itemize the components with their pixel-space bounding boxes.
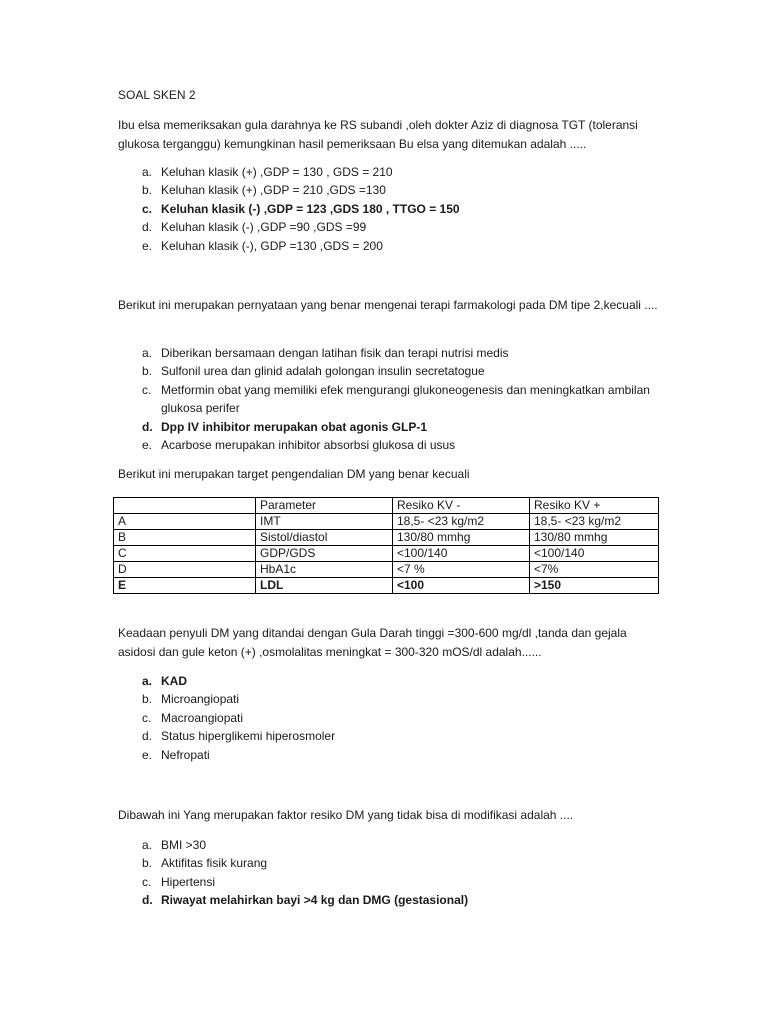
dm-target-table xyxy=(113,497,659,594)
option-4a: a. KAD xyxy=(142,674,187,688)
table-cell: 130/80 mmhg xyxy=(530,530,659,546)
table-header-cell: Resiko KV - xyxy=(393,498,530,514)
document-title: SOAL SKEN 2 xyxy=(118,88,196,102)
question-4-options xyxy=(118,672,663,764)
option-5b: b. Aktifitas fisik kurang xyxy=(142,856,268,871)
table-header-cell xyxy=(114,498,256,514)
option-5a: a. BMI >30 xyxy=(142,838,207,852)
table-cell: 18,5- <23 kg/m2 xyxy=(393,514,530,530)
option-1b: b. Keluhan klasik (+) ,GDP = 210 ,GDS =130 xyxy=(142,183,386,198)
option-1c: c. Keluhan klasik (-) ,GDP = 123 ,GDS 180 , TTGO = 150 xyxy=(142,201,460,216)
option-5d: d. Riwayat melahirkan bayi >4 kg dan DMG (gestasional) xyxy=(142,893,469,908)
question-5-options xyxy=(118,836,663,910)
option-1e: e. Keluhan klasik (-), GDP =130 ,GDS = 200 xyxy=(142,238,383,253)
table-cell: Sistol/diastol xyxy=(256,530,393,546)
question-5-text: Dibawah ini Yang merupakan faktor resiko DM yang tidak bisa di modifikasi adalah .... xyxy=(118,808,574,822)
option-1d: d. Keluhan klasik (-) ,GDP =90 ,GDS =99 xyxy=(142,220,367,235)
table-cell: <100/140 xyxy=(393,546,530,562)
table-cell: IMT xyxy=(256,514,393,530)
table-cell: >150 xyxy=(530,578,659,594)
table-cell: <7 % xyxy=(393,562,530,578)
question-3-text: Berikut ini merupakan target pengendalian DM yang benar kecuali xyxy=(118,467,470,481)
table-cell: <7% xyxy=(530,562,659,578)
table-cell: D xyxy=(114,562,256,578)
option-2c: c. Metformin obat yang memiliki efek mengurangi glukoneogenesis dan meningkatkan ambilan glukosa perifer xyxy=(142,382,650,416)
option-5c: c. Hipertensi xyxy=(142,874,216,889)
table-cell: LDL xyxy=(256,578,393,594)
option-4c: c. Macroangiopati xyxy=(142,710,244,725)
option-2d: d. Dpp IV inhibitor merupakan obat agonis GLP-1 xyxy=(142,419,428,434)
question-4-text: Keadaan penyuli DM yang ditandai dengan Gula Darah tinggi =300-600 mg/dl ,tanda dan gejala asidosi dan gule keton (+) ,osmolalitas meningkat = 300-320 mOS/dl adalah...... xyxy=(118,626,627,659)
table-cell: GDP/GDS xyxy=(256,546,393,562)
option-4e: e. Nefropati xyxy=(142,747,210,762)
table-row xyxy=(114,562,659,578)
option-4b: b. Microangiopati xyxy=(142,692,240,707)
table-header-row xyxy=(114,498,659,514)
table-cell: A xyxy=(114,514,256,530)
option-2e: e. Acarbose merupakan inhibitor absorbsi glukosa di usus xyxy=(142,438,456,453)
table-cell: 130/80 mmhg xyxy=(393,530,530,546)
table-cell: E xyxy=(114,578,256,594)
table-cell: HbA1c xyxy=(256,562,393,578)
question-1-options xyxy=(118,163,663,255)
option-4d: d. Status hiperglikemi hiperosmoler xyxy=(142,729,336,744)
table-cell: 18,5- <23 kg/m2 xyxy=(530,514,659,530)
table-cell: B xyxy=(114,530,256,546)
table-row-answer xyxy=(114,578,659,594)
option-1a: a. Keluhan klasik (+) ,GDP = 130 , GDS = 210 xyxy=(142,165,393,179)
table-cell: C xyxy=(114,546,256,562)
table-cell: <100 xyxy=(393,578,530,594)
question-1-text: Ibu elsa memeriksakan gula darahnya ke RS subandi ,oleh dokter Aziz di diagnosa TGT (toleransi glukosa terganggu) kemungkinan hasil pemeriksaan Bu elsa yang ditemukan adalah ..... xyxy=(118,118,638,151)
table-header-cell: Resiko KV + xyxy=(530,498,659,514)
option-2a: a. Diberikan bersamaan dengan latihan fisik dan terapi nutrisi medis xyxy=(142,346,509,360)
table-row xyxy=(114,530,659,546)
table-row xyxy=(114,514,659,530)
table-header-cell: Parameter xyxy=(256,498,393,514)
question-2-options xyxy=(118,344,663,454)
option-2b: b. Sulfonil urea dan glinid adalah golongan insulin secretatogue xyxy=(142,364,485,379)
question-2-text: Berikut ini merupakan pernyataan yang benar mengenai terapi farmakologi pada DM tipe 2,kecuali .... xyxy=(118,298,658,312)
table-cell: <100/140 xyxy=(530,546,659,562)
table-row xyxy=(114,546,659,562)
